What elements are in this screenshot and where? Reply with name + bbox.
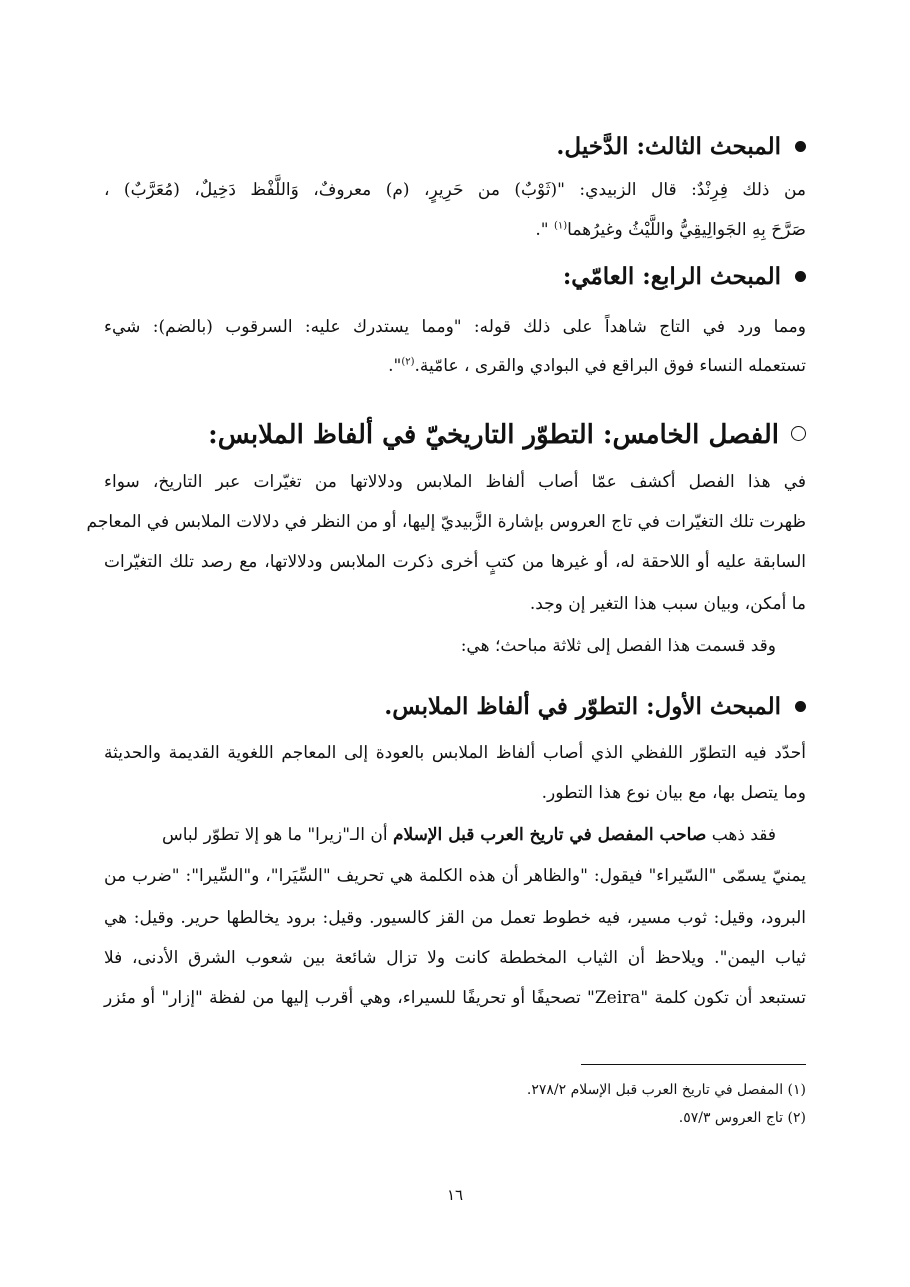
chapter-heading xyxy=(208,418,806,452)
paragraph-line: ومما ورد في التاج شاهداً على ذلك قوله: "ومما يستدرك عليه: السرقوب (بالضم): شيء xyxy=(104,317,806,337)
bullet-icon xyxy=(795,701,806,712)
paragraph-line: ظهرت تلك التغيّرات في تاج العروس بإشارة الزَّبيديّ إليها، أو من النظر في دلالات الملابس في المعاجم xyxy=(86,512,806,532)
paragraph-line xyxy=(535,218,806,242)
text-span: فقد ذهب xyxy=(706,825,776,845)
paragraph-line: وما يتصل بها، مع بيان نوع هذا التطور. xyxy=(541,783,806,803)
heading-text: المبحث الأول: التطوّر في ألفاظ الملابس. xyxy=(384,693,781,720)
bullet-icon xyxy=(795,271,806,282)
paragraph-line xyxy=(388,354,806,378)
footnote-number: (٢) xyxy=(787,1110,806,1126)
paragraph-line: أحدّد فيه التطوّر اللفظي الذي أصاب ألفاظ الملابس بالعودة إلى المعاجم اللغوية القديمة والحديثة xyxy=(104,743,806,763)
heading-text: المبحث الثالث: الدَّخيل. xyxy=(556,133,781,160)
section-heading-dakhil xyxy=(556,132,806,162)
footnote-number: (١) xyxy=(787,1082,806,1098)
footnote-text: المفصل في تاريخ العرب قبل الإسلام ٢٧٨/٢. xyxy=(526,1082,788,1098)
paragraph-line: وقد قسمت هذا الفصل إلى ثلاثة مباحث؛ هي: xyxy=(460,636,776,656)
bullet-icon xyxy=(795,141,806,152)
text-span: صَرَّحَ بِهِ الجَوالِيقِيُّ واللَّيْثُ وغيرُهما xyxy=(567,220,806,240)
heading-text: المبحث الرابع: العامّي: xyxy=(562,263,781,290)
heading-text: الفصل الخامس: التطوّر التاريخيّ في ألفاظ الملابس: xyxy=(208,420,779,450)
section-heading-ammi xyxy=(563,262,806,292)
footnote-text: تاج العروس ٥٧/٣. xyxy=(678,1110,788,1126)
paragraph-line xyxy=(104,823,776,847)
paragraph-line: تستبعد أن تكون كلمة "Zeira" تصحيفًا أو تحريفًا للسيراء، وهي أقرب إليها من لفظة "إزار" أو مئزر xyxy=(104,988,806,1008)
footnote-reference: (١) xyxy=(553,220,568,232)
page-number: ١٦ xyxy=(446,1186,464,1204)
text-span: أن الـ"زيرا" ما هو إلا تطوّر لباس xyxy=(161,825,393,845)
paragraph-line: ما أمكن، وبيان سبب هذا التغير إن وجد. xyxy=(529,594,806,614)
footnote-reference: (٢) xyxy=(401,356,415,368)
footnote xyxy=(527,1080,806,1100)
paragraph-line: من ذلك فِرِنْدٌ: قال الزبيدي: "(ثَوْبٌ) من حَرِيرٍ، (م) معروفٌ، وَاللَّفْظ دَخِيلٌ، (مُعَرَّبٌ) ، xyxy=(104,180,806,200)
bold-text: صاحب المفصل في تاريخ العرب قبل الإسلام xyxy=(392,825,707,845)
circle-bullet-icon xyxy=(791,426,806,441)
text-span: ". xyxy=(388,356,402,376)
text-span: ". xyxy=(535,220,554,240)
paragraph-line: ثياب اليمن". ويلاحظ أن الثياب المخططة كانت ولا تزال شائعة بين شعوب الشرق الأدنى، فلا xyxy=(104,948,806,968)
footnote xyxy=(679,1108,806,1128)
paragraph-line: السابقة عليه أو اللاحقة له، أو غيرها من كتبٍ أخرى ذكرت الملابس ودلالاتها، مع رصد تلك التغيّرات xyxy=(104,552,806,572)
paragraph-line: في هذا الفصل أكشف عمّا أصاب ألفاظ الملابس ودلالاتها من تغيّرات عبر التاريخ، سواء xyxy=(104,472,806,492)
paragraph-line: يمنيّ يسمّى "السّيراء" فيقول: "والظاهر أن هذه الكلمة هي تحريف "السِّيَرا"، و"السِّيرا": "ضرب من xyxy=(104,866,806,886)
section-heading-development xyxy=(384,692,806,722)
text-span: تستعمله النساء فوق البراقع في البوادي والقرى ، عامّية. xyxy=(414,356,806,376)
paragraph-line: البرود، وقيل: ثوب مسير، فيه خطوط تعمل من القز كالسيور. وقيل: برود يخالطها حرير. وقيل: هي xyxy=(104,908,806,928)
footnote-separator xyxy=(581,1064,806,1065)
